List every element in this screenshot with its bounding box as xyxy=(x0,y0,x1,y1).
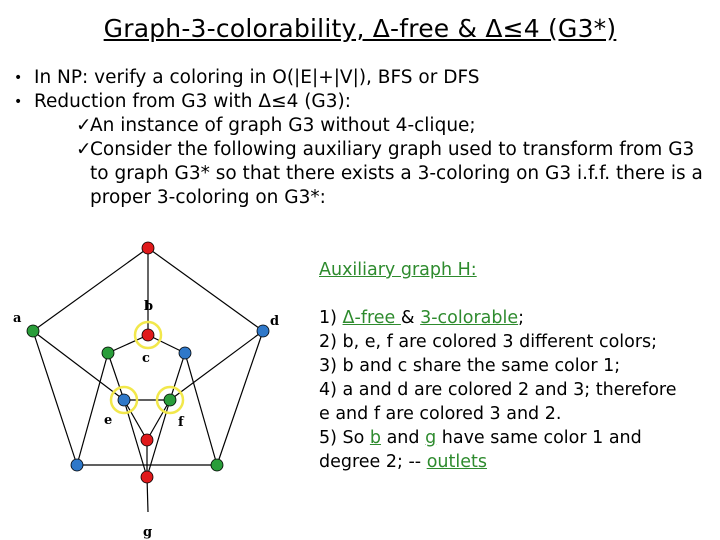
node-bottom-left xyxy=(71,459,83,471)
node-e xyxy=(118,394,130,406)
sub-bullet-text: An instance of graph G3 without 4-clique; xyxy=(90,115,476,136)
bullet-item xyxy=(14,66,714,90)
node-d xyxy=(257,325,269,337)
note-5-g: g xyxy=(425,428,437,448)
label-b: b xyxy=(144,299,154,314)
auxiliary-graph-diagram xyxy=(0,240,310,540)
edge xyxy=(170,353,185,400)
edge xyxy=(77,353,108,465)
sub-bullet-item xyxy=(76,138,714,210)
outlets-link: outlets xyxy=(426,452,487,472)
note-5-prefix: 5) So xyxy=(319,428,370,448)
edge xyxy=(148,248,263,331)
bullet-item xyxy=(14,90,714,114)
label-c: c xyxy=(142,351,150,366)
bullet-icon: • xyxy=(14,70,23,86)
label-e: e xyxy=(104,413,113,428)
edge xyxy=(33,331,77,465)
sub-bullet-text: Consider the following auxiliary graph used to transform from G3 to graph G3* so that there exists a 3-coloring on G3 i.f.f. there is a proper 3-coloring on G3*: xyxy=(90,139,703,208)
check-icon: ✓ xyxy=(76,115,92,136)
edge xyxy=(108,353,124,400)
label-g: g xyxy=(143,525,153,540)
notes-panel xyxy=(319,258,714,474)
slide-title: Graph-3-colorability, Δ-free & Δ≤4 (G3*) xyxy=(103,14,617,43)
note-1-delta-free: Δ-free xyxy=(342,308,401,328)
note-1-amp: & xyxy=(400,308,421,328)
note-5-end: have same color 1 and xyxy=(436,428,642,448)
node-a xyxy=(27,325,39,337)
note-5-b: b xyxy=(369,428,382,448)
note-5-mid: and xyxy=(381,428,426,448)
bullet-list xyxy=(14,66,714,210)
node-top xyxy=(142,242,154,254)
edge xyxy=(185,353,217,465)
note-4a: 4) a and d are colored 2 and 3; therefore xyxy=(319,380,677,400)
edge xyxy=(33,331,124,400)
note-2: 2) b, e, f are colored 3 different colors; xyxy=(319,332,658,352)
bullet-text: In NP: verify a coloring in O(|E|+|V|), BFS or DFS xyxy=(34,67,480,88)
label-a: a xyxy=(13,311,22,326)
note-3: 3) b and c share the same color 1; xyxy=(319,356,621,376)
edge xyxy=(170,331,263,400)
edge xyxy=(33,248,148,331)
label-d: d xyxy=(270,314,280,329)
node-g xyxy=(141,471,153,483)
note-6 xyxy=(319,450,714,474)
bullet-text: Reduction from G3 with Δ≤4 (G3): xyxy=(34,91,351,112)
note-4b: e and f are colored 3 and 2. xyxy=(319,404,562,424)
note-6-prefix: degree 2; -- xyxy=(319,452,427,472)
node-f xyxy=(164,394,176,406)
aux-graph-heading: Auxiliary graph H: xyxy=(319,260,477,280)
sub-bullet-item xyxy=(76,114,714,138)
edge xyxy=(217,331,263,465)
note-5 xyxy=(319,426,714,450)
spacer xyxy=(319,282,714,306)
note-1-end: ; xyxy=(518,308,525,328)
node-b xyxy=(142,329,154,341)
bullet-icon: • xyxy=(14,94,23,110)
note-1 xyxy=(319,306,714,330)
check-icon: ✓ xyxy=(76,139,92,160)
note-1-prefix: 1) xyxy=(319,308,343,328)
node-c-left xyxy=(102,347,114,359)
sub-bullet-list xyxy=(76,114,714,210)
note-1-3-colorable: 3-colorable xyxy=(420,308,519,328)
label-f: f xyxy=(178,415,184,430)
node-inner-bottom xyxy=(141,434,153,446)
node-bottom-right xyxy=(211,459,223,471)
node-c-right xyxy=(179,347,191,359)
